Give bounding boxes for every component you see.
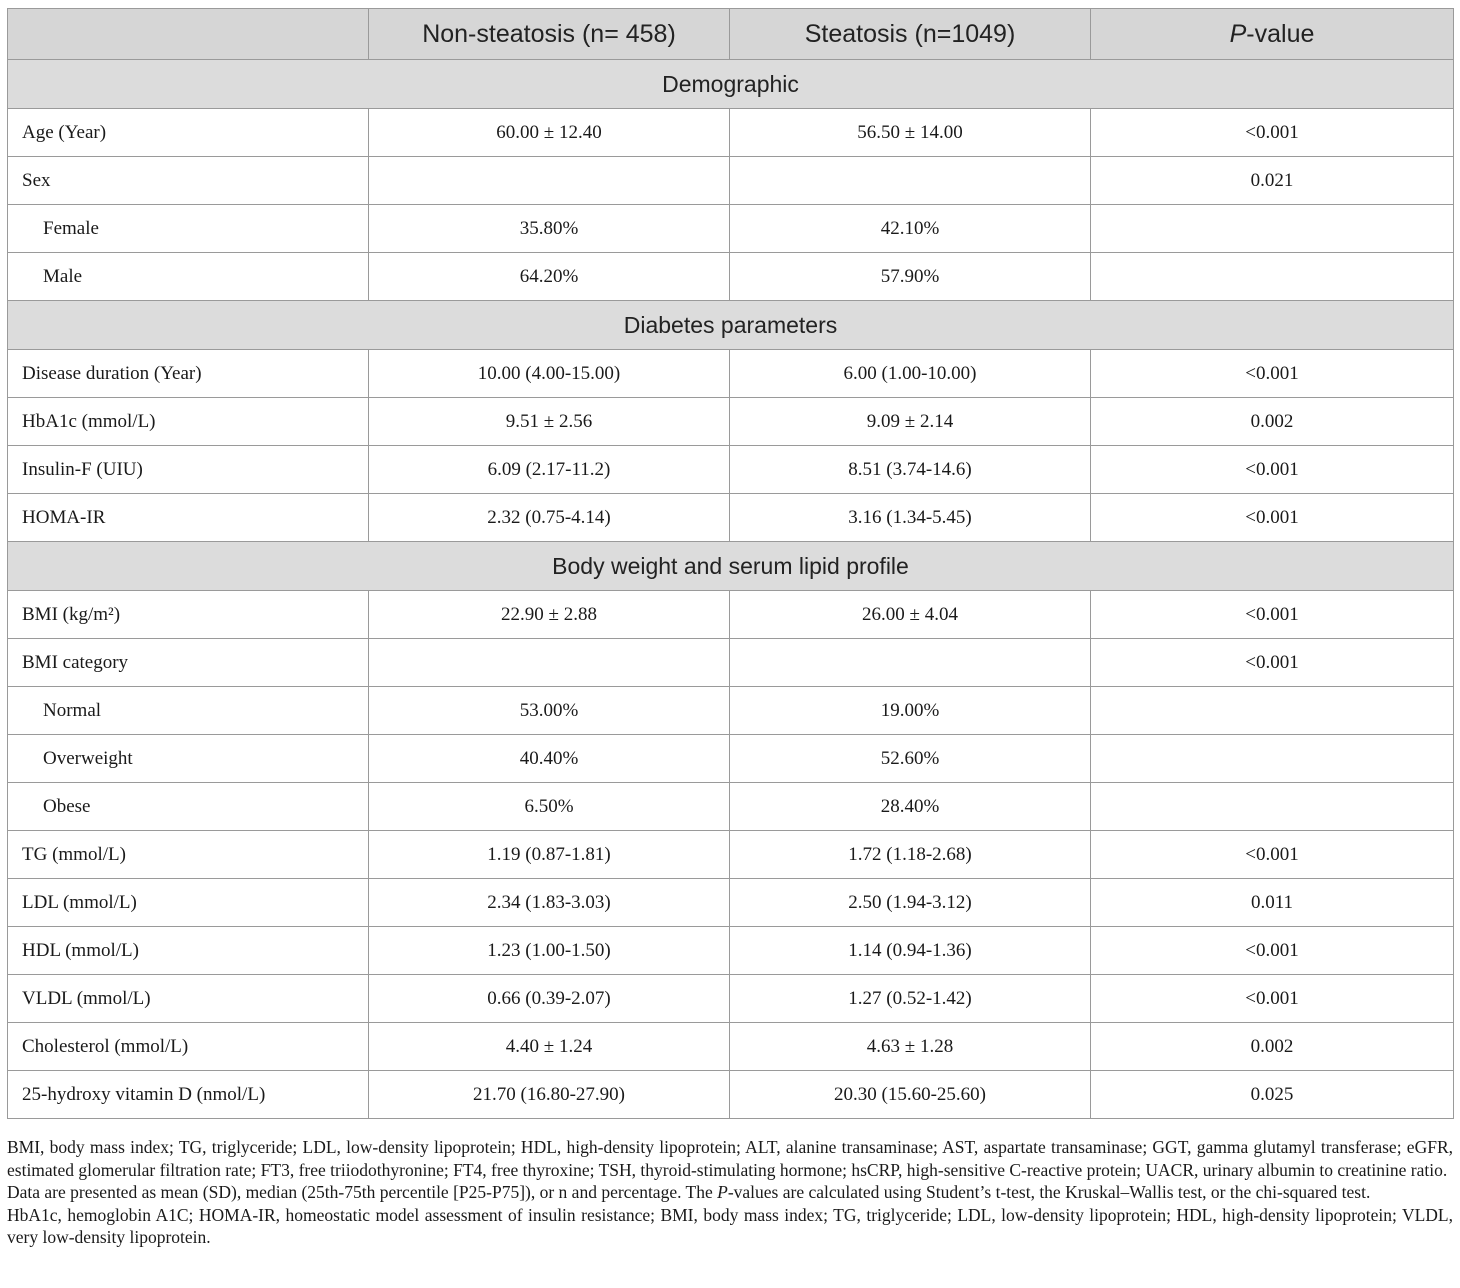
table-row	[8, 975, 1454, 1023]
cell-p-value	[1091, 205, 1454, 253]
row-label: BMI (kg/m²)	[8, 591, 369, 639]
table-container	[7, 8, 1453, 1119]
cell-steatosis: 42.10%	[730, 205, 1091, 253]
row-label: Sex	[8, 157, 369, 205]
footnote-abbreviations-2: HbA1c, hemoglobin A1C; HOMA-IR, homeostatic model assessment of insulin resistance; BMI, body mass index; TG, triglyceride; LDL, low-density lipoprotein; HDL, high-density lipoprotein; VLDL, very low-density lipoprotein.	[7, 1204, 1453, 1247]
row-label: Disease duration (Year)	[8, 350, 369, 398]
header-p-value: P-value	[1091, 9, 1454, 60]
row-label: 25-hydroxy vitamin D (nmol/L)	[8, 1071, 369, 1119]
table-row	[8, 446, 1454, 494]
row-label: BMI category	[8, 639, 369, 687]
cell-non-steatosis: 22.90 ± 2.88	[369, 591, 730, 639]
cell-p-value: <0.001	[1091, 109, 1454, 157]
row-label: HOMA-IR	[8, 494, 369, 542]
table-row	[8, 1023, 1454, 1071]
table-row	[8, 639, 1454, 687]
section-title: Diabetes parameters	[8, 301, 1454, 350]
cell-p-value	[1091, 687, 1454, 735]
table-row	[8, 927, 1454, 975]
cell-p-value: 0.011	[1091, 879, 1454, 927]
table-subrow	[8, 205, 1454, 253]
footnote-data-rest: -values are calculated using Student’s t-test, the Kruskal–Wallis test, or the chi-squared test.	[727, 1182, 1371, 1202]
cell-non-steatosis: 2.34 (1.83-3.03)	[369, 879, 730, 927]
cell-non-steatosis: 53.00%	[369, 687, 730, 735]
table-row	[8, 831, 1454, 879]
cell-non-steatosis: 1.19 (0.87-1.81)	[369, 831, 730, 879]
cell-p-value	[1091, 735, 1454, 783]
cell-p-value: <0.001	[1091, 494, 1454, 542]
cell-p-value: <0.001	[1091, 350, 1454, 398]
row-label: TG (mmol/L)	[8, 831, 369, 879]
table-row	[8, 398, 1454, 446]
table-row	[8, 109, 1454, 157]
cell-steatosis: 1.27 (0.52-1.42)	[730, 975, 1091, 1023]
cell-non-steatosis: 10.00 (4.00-15.00)	[369, 350, 730, 398]
cell-p-value: 0.002	[1091, 1023, 1454, 1071]
cell-steatosis: 20.30 (15.60-25.60)	[730, 1071, 1091, 1119]
cell-non-steatosis	[369, 639, 730, 687]
row-label: Age (Year)	[8, 109, 369, 157]
table-row	[8, 591, 1454, 639]
cell-non-steatosis: 64.20%	[369, 253, 730, 301]
section-header-row	[8, 542, 1454, 591]
cell-p-value: <0.001	[1091, 639, 1454, 687]
table-subrow	[8, 783, 1454, 831]
header-steatosis: Steatosis (n=1049)	[730, 9, 1091, 60]
header-label-column	[8, 9, 369, 60]
cell-non-steatosis: 2.32 (0.75-4.14)	[369, 494, 730, 542]
cell-steatosis: 2.50 (1.94-3.12)	[730, 879, 1091, 927]
section-title: Demographic	[8, 60, 1454, 109]
cell-non-steatosis: 0.66 (0.39-2.07)	[369, 975, 730, 1023]
cell-steatosis: 6.00 (1.00-10.00)	[730, 350, 1091, 398]
row-label: Cholesterol (mmol/L)	[8, 1023, 369, 1071]
row-label: Normal	[8, 687, 369, 735]
table-subrow	[8, 253, 1454, 301]
cell-non-steatosis: 9.51 ± 2.56	[369, 398, 730, 446]
cell-steatosis: 26.00 ± 4.04	[730, 591, 1091, 639]
cell-non-steatosis: 6.09 (2.17-11.2)	[369, 446, 730, 494]
table-footnotes	[7, 1136, 1453, 1249]
cell-steatosis: 3.16 (1.34-5.45)	[730, 494, 1091, 542]
cell-p-value: <0.001	[1091, 591, 1454, 639]
cell-steatosis: 1.72 (1.18-2.68)	[730, 831, 1091, 879]
table-row	[8, 494, 1454, 542]
cell-non-steatosis: 21.70 (16.80-27.90)	[369, 1071, 730, 1119]
cell-p-value: <0.001	[1091, 927, 1454, 975]
cell-p-value: <0.001	[1091, 831, 1454, 879]
row-label: Female	[8, 205, 369, 253]
row-label: LDL (mmol/L)	[8, 879, 369, 927]
cell-p-value	[1091, 783, 1454, 831]
table-subrow	[8, 735, 1454, 783]
cell-steatosis: 56.50 ± 14.00	[730, 109, 1091, 157]
cell-steatosis: 19.00%	[730, 687, 1091, 735]
cell-non-steatosis: 1.23 (1.00-1.50)	[369, 927, 730, 975]
cell-p-value	[1091, 253, 1454, 301]
header-p-suffix: value	[1254, 19, 1315, 48]
section-title: Body weight and serum lipid profile	[8, 542, 1454, 591]
table-row	[8, 1071, 1454, 1119]
row-label: Male	[8, 253, 369, 301]
footnote-p-italic: P	[717, 1182, 728, 1202]
row-label: Overweight	[8, 735, 369, 783]
cell-steatosis: 4.63 ± 1.28	[730, 1023, 1091, 1071]
row-label: Insulin-F (UIU)	[8, 446, 369, 494]
cell-p-value: <0.001	[1091, 446, 1454, 494]
table-header-row	[8, 9, 1454, 60]
header-non-steatosis: Non-steatosis (n= 458)	[369, 9, 730, 60]
cell-non-steatosis: 4.40 ± 1.24	[369, 1023, 730, 1071]
table-body	[8, 60, 1454, 1119]
cell-steatosis: 57.90%	[730, 253, 1091, 301]
baseline-characteristics-table	[7, 8, 1454, 1119]
footnote-data-presentation	[7, 1181, 1453, 1204]
cell-steatosis: 9.09 ± 2.14	[730, 398, 1091, 446]
cell-steatosis	[730, 639, 1091, 687]
cell-non-steatosis: 60.00 ± 12.40	[369, 109, 730, 157]
cell-steatosis: 8.51 (3.74-14.6)	[730, 446, 1091, 494]
cell-p-value: 0.002	[1091, 398, 1454, 446]
row-label: VLDL (mmol/L)	[8, 975, 369, 1023]
cell-non-steatosis	[369, 157, 730, 205]
cell-non-steatosis: 35.80%	[369, 205, 730, 253]
cell-steatosis	[730, 157, 1091, 205]
footnote-abbreviations: BMI, body mass index; TG, triglyceride; LDL, low-density lipoprotein; HDL, high-density lipoprotein; ALT, alanine transaminase; AST, aspartate transaminase; GGT, gamma glutamyl transferase; eGFR, estimated glomerular filtration rate; FT3, free triiodothyronine; FT4, free thyroxine; TSH, thyroid-stimulating hormone; hsCRP, high-sensitive C-reactive protein; UACR, urinary albumin to creatinine ratio.	[7, 1137, 1453, 1180]
cell-non-steatosis: 40.40%	[369, 735, 730, 783]
section-header-row	[8, 60, 1454, 109]
table-row	[8, 157, 1454, 205]
row-label: Obese	[8, 783, 369, 831]
header-p-italic: P	[1229, 19, 1247, 48]
row-label: HbA1c (mmol/L)	[8, 398, 369, 446]
table-subrow	[8, 687, 1454, 735]
cell-steatosis: 1.14 (0.94-1.36)	[730, 927, 1091, 975]
cell-p-value: <0.001	[1091, 975, 1454, 1023]
row-label: HDL (mmol/L)	[8, 927, 369, 975]
cell-steatosis: 28.40%	[730, 783, 1091, 831]
cell-p-value: 0.025	[1091, 1071, 1454, 1119]
footnote-data-intro: Data are presented as mean (SD), median (25th-75th percentile [P25-P75]), or n and percentage. The	[7, 1182, 718, 1202]
section-header-row	[8, 301, 1454, 350]
cell-non-steatosis: 6.50%	[369, 783, 730, 831]
cell-steatosis: 52.60%	[730, 735, 1091, 783]
cell-p-value: 0.021	[1091, 157, 1454, 205]
table-row	[8, 350, 1454, 398]
table-row	[8, 879, 1454, 927]
